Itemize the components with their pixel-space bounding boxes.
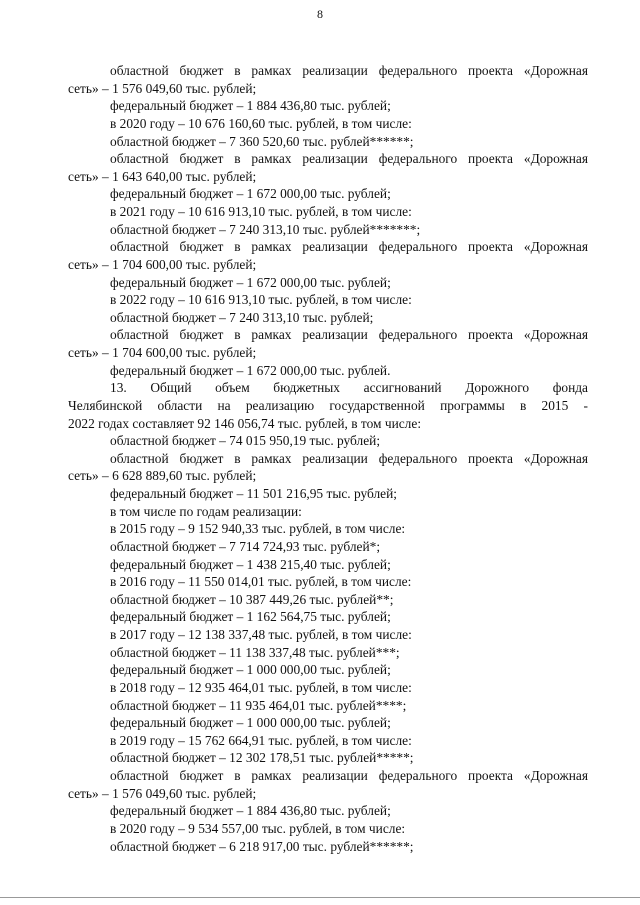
text-line: в 2020 году – 10 676 160,60 тыс. рублей, в том числе: (110, 115, 412, 131)
text-line: областной бюджет – 10 387 449,26 тыс. рублей**; (110, 591, 394, 607)
scan-bottom-rule (0, 897, 640, 898)
text-line: сеть» – 1 576 049,60 тыс. рублей; (68, 80, 257, 96)
text-line: федеральный бюджет – 1 000 000,00 тыс. рублей; (110, 662, 391, 678)
text-line: областной бюджет в рамках реализации федерального проекта «Дорожная (110, 63, 588, 78)
text-line: областной бюджет – 6 218 917,00 тыс. рублей******; (110, 838, 414, 854)
text-line: в 2018 году – 12 935 464,01 тыс. рублей, в том числе: (110, 679, 412, 695)
text-line: сеть» – 1 643 640,00 тыс. рублей; (68, 168, 257, 184)
text-line: в 2019 году – 15 762 664,91 тыс. рублей, в том числе: (110, 732, 412, 748)
text-line: сеть» – 1 704 600,00 тыс. рублей; (68, 256, 257, 272)
text-line: Челябинской области на реализацию государственной программы в 2015 - (68, 397, 588, 413)
text-line: федеральный бюджет – 1 672 000,00 тыс. рублей. (110, 362, 391, 378)
text-line: областной бюджет в рамках реализации федерального проекта «Дорожная (110, 450, 588, 466)
text-line: областной бюджет – 7 714 724,93 тыс. рублей*; (110, 538, 381, 554)
text-line: сеть» – 1 576 049,60 тыс. рублей; (68, 785, 257, 801)
text-line: в 2017 году – 12 138 337,48 тыс. рублей, в том числе: (110, 627, 412, 642)
text-line: в 2021 году – 10 616 913,10 тыс. рублей, в том числе: (110, 204, 412, 219)
text-line: в 2016 году – 11 550 014,01 тыс. рублей, в том числе: (110, 574, 412, 590)
text-line: областной бюджет – 11 935 464,01 тыс. рублей****; (110, 697, 407, 713)
page-number: 8 (317, 7, 323, 21)
text-line: федеральный бюджет – 1 672 000,00 тыс. рублей; (110, 186, 391, 202)
text-line: областной бюджет – 7 240 313,10 тыс. рублей*******; (110, 221, 421, 237)
text-line: сеть» – 6 628 889,60 тыс. рублей; (68, 468, 257, 484)
text-line: в 2022 году – 10 616 913,10 тыс. рублей, в том числе: (110, 292, 412, 308)
text-line: федеральный бюджет – 1 438 215,40 тыс. рублей; (110, 556, 391, 572)
text-line: областной бюджет – 12 302 178,51 тыс. рублей*****; (110, 750, 414, 766)
text-line: 2022 годах составляет 92 146 056,74 тыс. рублей, в том числе: (68, 415, 422, 431)
text-line: областной бюджет в рамках реализации федерального проекта «Дорожная (110, 768, 588, 783)
text-line: федеральный бюджет – 11 501 216,95 тыс. рублей; (110, 486, 397, 501)
text-line: федеральный бюджет – 1 672 000,00 тыс. рублей; (110, 274, 391, 290)
text-line: областной бюджет – 11 138 337,48 тыс. рублей***; (110, 644, 400, 660)
text-line: областной бюджет – 74 015 950,19 тыс. рублей; (110, 433, 381, 449)
text-line: в том числе по годам реализации: (110, 503, 302, 519)
text-line: областной бюджет в рамках реализации федерального проекта «Дорожная (110, 327, 588, 343)
text-line: в 2015 году – 9 152 940,33 тыс. рублей, в том числе: (110, 521, 406, 537)
text-line: федеральный бюджет – 1 884 436,80 тыс. рублей; (110, 98, 391, 114)
text-line: федеральный бюджет – 1 162 564,75 тыс. рублей; (110, 609, 391, 625)
page-body (68, 62, 588, 855)
text-line: в 2020 году – 9 534 557,00 тыс. рублей, в том числе: (110, 820, 406, 836)
text-line: федеральный бюджет – 1 884 436,80 тыс. рублей; (110, 803, 391, 819)
text-line: сеть» – 1 704 600,00 тыс. рублей; (68, 345, 257, 360)
text-line: областной бюджет в рамках реализации федерального проекта «Дорожная (110, 239, 588, 255)
text-line: областной бюджет – 7 240 313,10 тыс. рублей; (110, 309, 374, 325)
text-line: областной бюджет – 7 360 520,60 тыс. рублей******; (110, 133, 414, 149)
text-line: областной бюджет в рамках реализации федерального проекта «Дорожная (110, 151, 588, 167)
paragraph-13-line: 13. Общий объем бюджетных ассигнований Дорожного фонда (110, 380, 588, 396)
text-line: федеральный бюджет – 1 000 000,00 тыс. рублей; (110, 715, 391, 731)
